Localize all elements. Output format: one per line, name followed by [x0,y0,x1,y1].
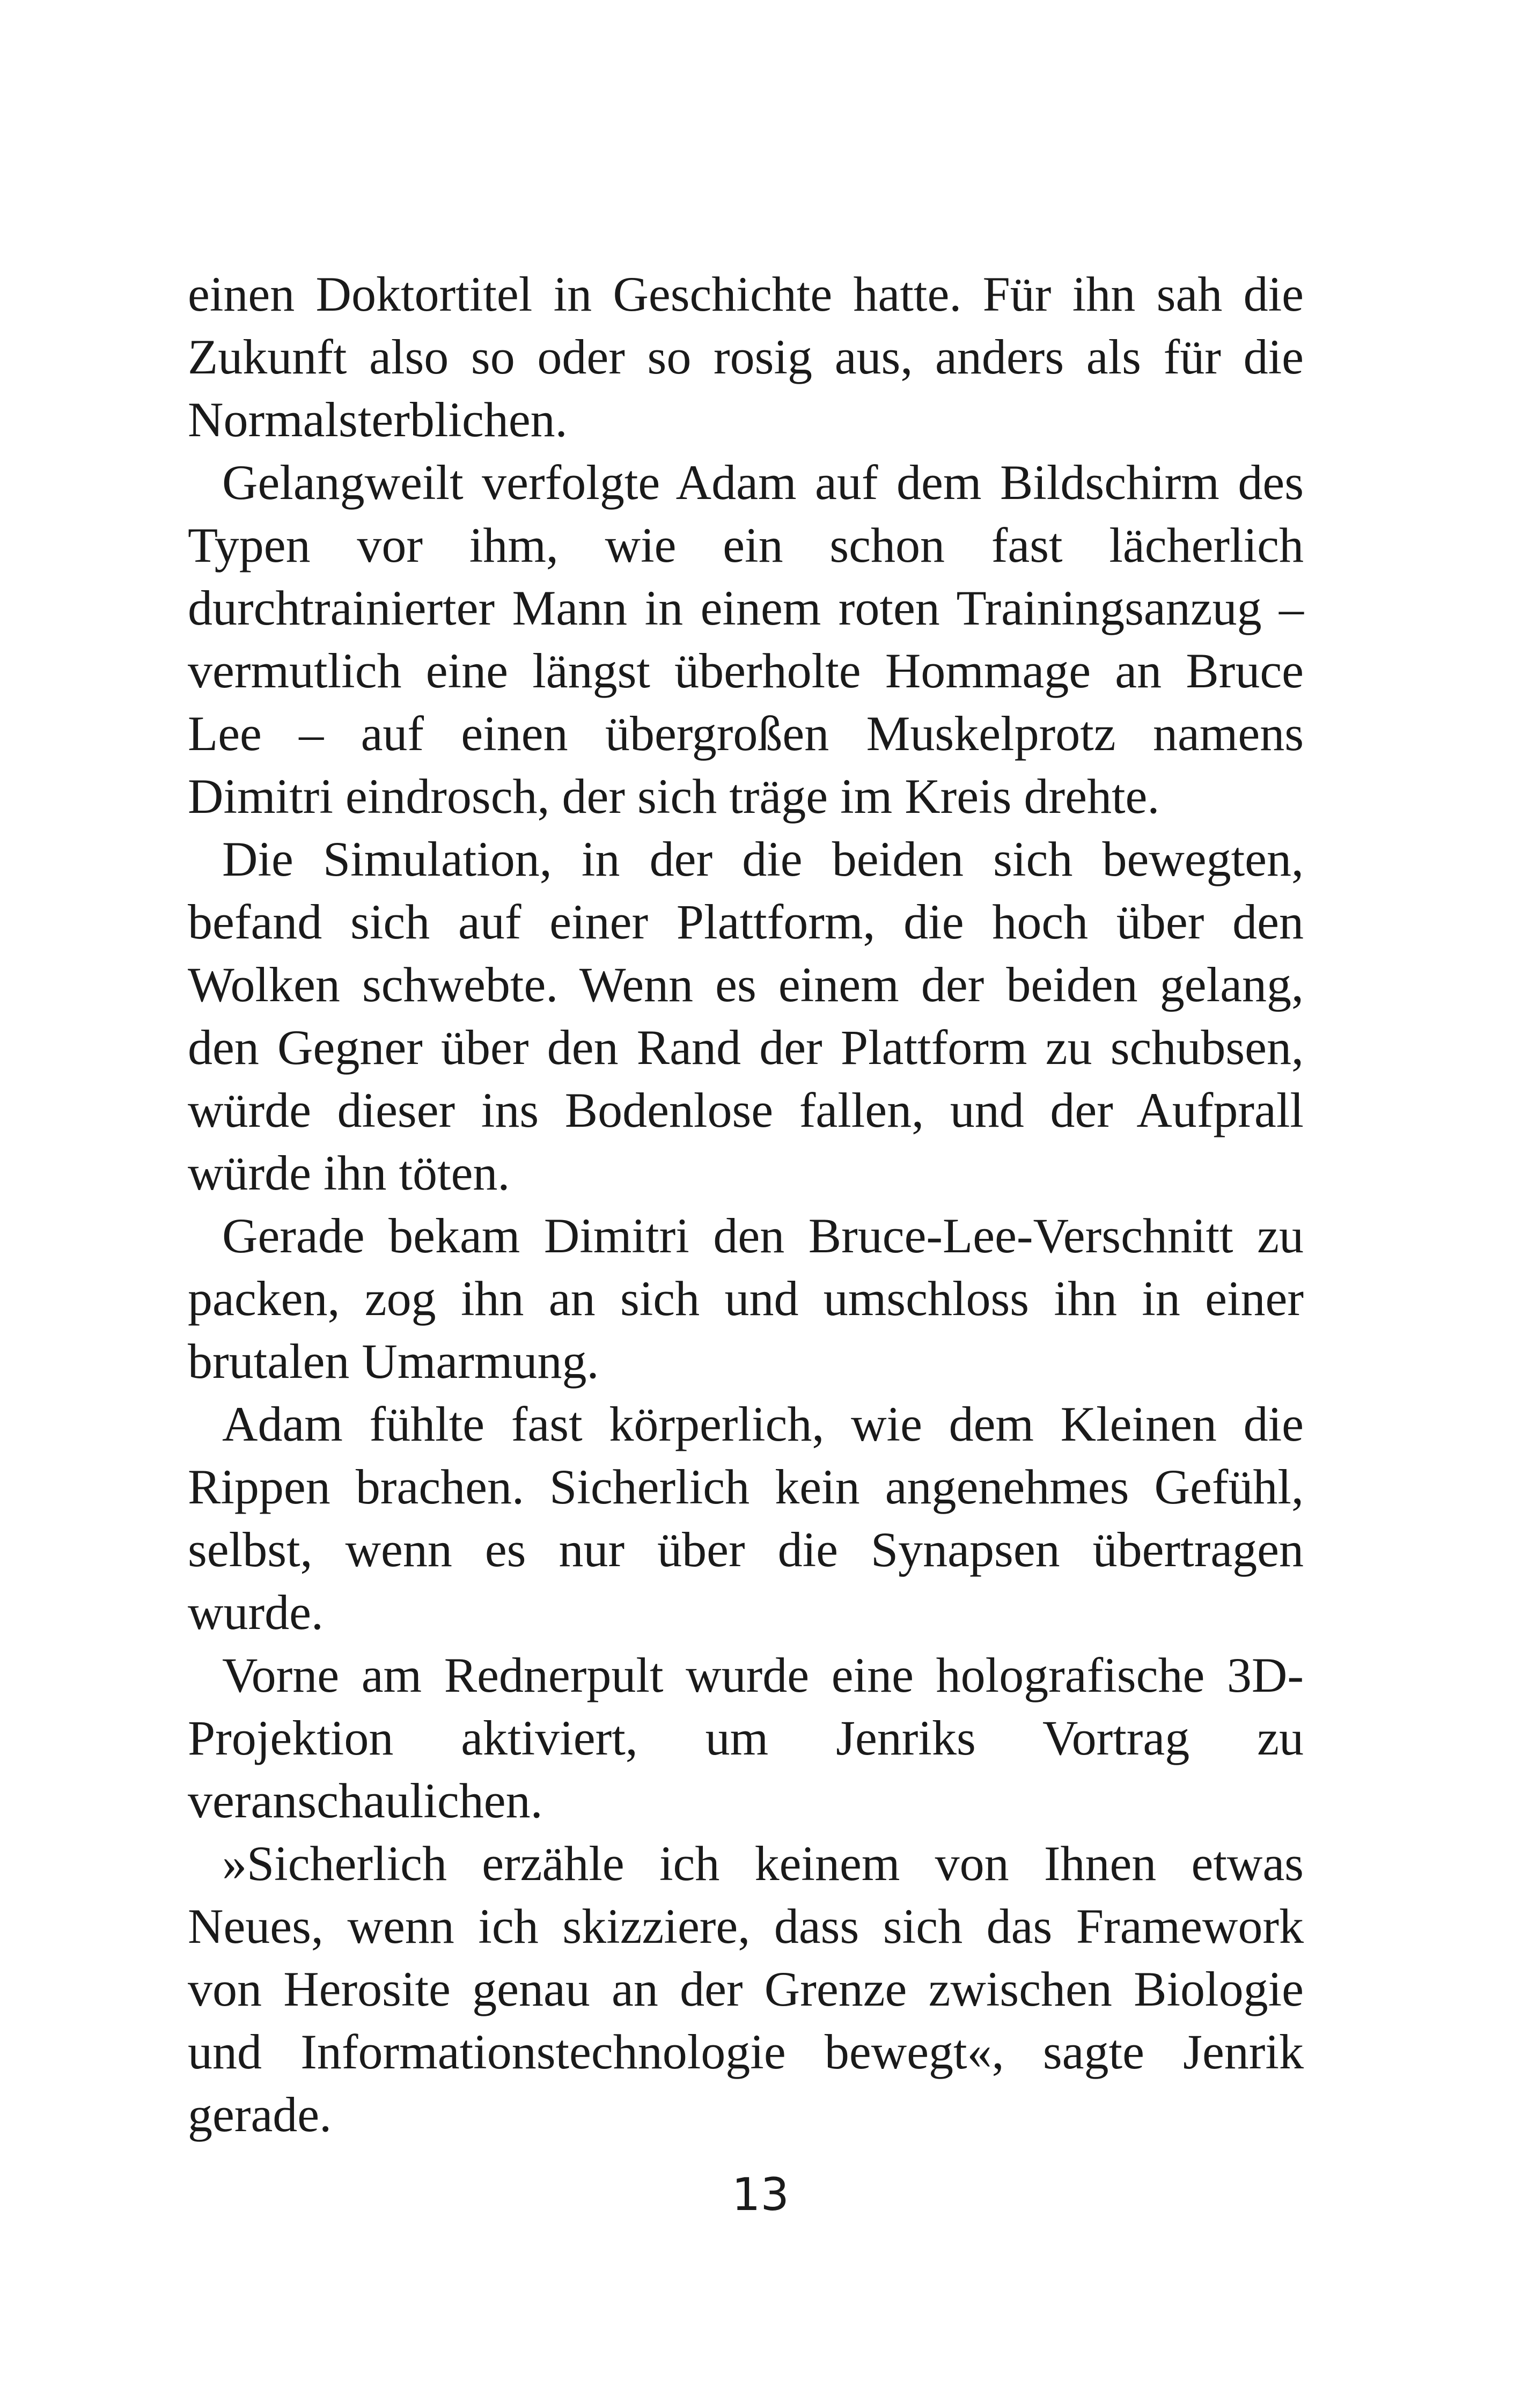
page-number: 13 [732,2168,789,2221]
paragraph-7: »Sicherlich erzähle ich keinem von Ihnen etwas Neues, wenn ich skizziere, dass sich das Framework von Herosite genau an der Grenze zwischen Biologie und Informationstechnologie bewegt«, sagte Jenrik gerade. [188,1836,1304,2142]
body-text [188,263,1304,2146]
paragraph-1: einen Doktortitel in Geschichte hatte. Für ihn sah die Zukunft also so oder so rosig aus, anders als für die Normalsterblichen. [188,267,1304,447]
paragraph-5: Adam fühlte fast körperlich, wie dem Kleinen die Rippen brachen. Sicherlich kein angenehmes Gefühl, selbst, wenn es nur über die Synapsen übertragen wurde. [188,1397,1304,1640]
paragraph-3: Die Simulation, in der die beiden sich bewegten, befand sich auf einer Plattform, die hoch über den Wolken schwebte. Wenn es einem der beiden gelang, den Gegner über den Rand der Plattform zu schubsen, würde dieser ins Bodenlose fallen, und der Aufprall würde ihn töten. [188,832,1304,1200]
paragraph-6: Vorne am Rednerpult wurde eine holografische 3D-Projektion aktiviert, um Jenriks Vortrag zu veranschaulichen. [188,1648,1304,1828]
paragraph-4: Gerade bekam Dimitri den Bruce-Lee-Verschnitt zu packen, zog ihn an sich und umschloss ihn in einer brutalen Umarmung. [188,1208,1304,1389]
paragraph-2: Gelangweilt verfolgte Adam auf dem Bildschirm des Typen vor ihm, wie ein schon fast lächerlich durchtrainierter Mann in einem roten Trainingsanzug – vermutlich eine längst überholte Hommage an Bruce Lee – auf einen übergroßen Muskelprotz namens Dimitri eindrosch, der sich träge im Kreis drehte. [188,455,1304,824]
